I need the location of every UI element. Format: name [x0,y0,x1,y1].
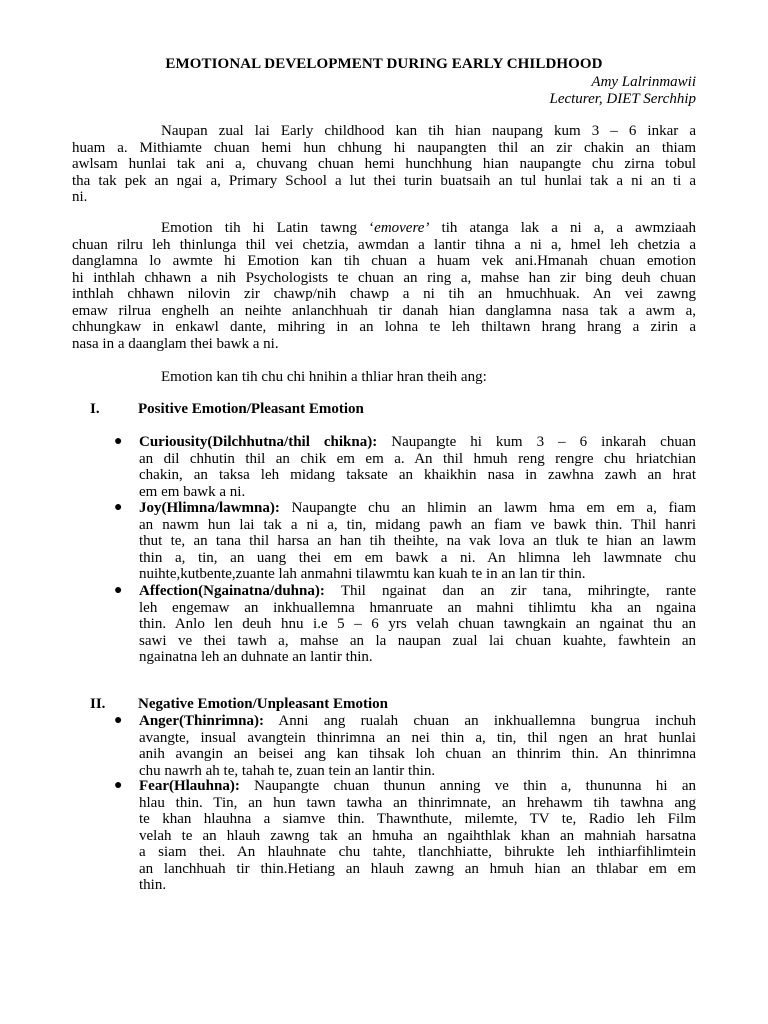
bullet-icon: ● [114,713,123,728]
text-line: an lanchhuah tir thin.Hetiang an hlauh zawng an hmuh hian an thlabar em em [139,860,696,877]
text-line [139,500,696,517]
text-line: an dil chhutin thil an chik em em a. An thil hmuh reng rengre chu hriatchian [139,450,696,467]
text-run: Naupangte chu an hlimin an lawm hma em em a, fiam [279,500,696,516]
text-line: chhungkaw in enkawl dante, mihring in an lohna te leh thiltawn hrang hrang a zirin a [72,319,696,335]
item-label: Curiousity(Dilchhutna/thil chikna): [139,434,378,450]
author-role: Lecturer, DIET Serchhip [549,91,696,107]
text-line: danglamna lo awmte hi Emotion kan tih chuan a huam vek ani.Hmanah chuan emotion [72,253,696,269]
text-run: Naupangte chuan thunun anning ve thin a, thununna hi an [239,778,696,794]
text-line: nasa in a daanglam thei bawk a ni. [72,335,279,352]
text-line: ngainatna leh an duhnate an lantir thin. [139,649,373,665]
section-title: Positive Emotion/Pleasant Emotion [138,401,364,417]
list-item-body [139,500,696,583]
text-run: Anni ang rualah chuan an inkhuallemna bungrua inchuh [264,713,696,729]
paragraph-classification: Emotion kan tih chu chi hnihin a thliar hran theih ang: [161,369,487,385]
text-line: hi inthlah chhawn a nih Psychologists te chuan an ring a, mahse han zir bing deuh chuan [72,269,696,286]
text-run: Thil ngainat dan an zir tana, mihringte, rante [324,583,696,599]
paragraph-emotion-definition [72,220,696,352]
section-title: Negative Emotion/Unpleasant Emotion [138,696,389,712]
paragraph-intro [72,123,696,206]
text-line: thin. [139,877,167,893]
text-run: tih atanga lak a ni a, a awmziaah [429,220,696,236]
document-title: EMOTIONAL DEVELOPMENT DURING EARLY CHILDHOOD [165,56,603,72]
text-line: awlsam hunlai tak ani a, chuvang chuan hemi hunchhung hian naupangte chu zirna tobul [72,156,696,172]
text-line: avangte, insual avangtein thinrimna an nei thin a, tin, thil ngen an hrat hunlai [139,729,696,746]
text-line [139,583,696,600]
list-item-body [139,434,696,500]
text-line: a siam thei. An hlauhnate chu tahte, tlanchhiatte, bihrukte leh inthiarfihlimtein [139,844,696,860]
text-line: huam a. Mithiamte chuan hemi hun chhung hi naupangten thil an zir chakin an thiam [72,139,696,156]
text-line: ni. [72,189,88,205]
text-line: tha tak pek an ngai a, Primary School a lut thei turin buatsaih an tul hunlai tak a ni an ti a [72,172,696,189]
item-label: Fear(Hlauhna): [139,778,240,794]
text-line: chu nawrh ah te, tahah te, zuan tein an lantir thin. [139,762,436,779]
item-label: Anger(Thinrimna): [139,713,264,729]
text-line: anih avangin an beisei ang kan tihsak loh chuan an thinrim thin. An thinrimna [139,746,696,762]
bullet-icon: ● [114,778,123,793]
text-line [139,434,696,451]
text-line: emaw rilrua enghelh an neihte anlanchhuah tir danah hian danglamna nasa tak a awm a, [72,302,696,319]
author-name: Amy Lalrinmawii [591,74,696,90]
text-line [139,713,696,730]
list-item-body [139,583,696,666]
text-line [139,778,696,795]
text-run: Emotion tih hi Latin tawng ‘ [161,220,375,236]
item-label: Affection(Ngainatna/duhna): [139,583,325,599]
text-line [72,220,696,237]
section-number: II. [90,696,106,712]
text-line: Naupan zual lai Early childhood kan tih hian naupang kum 3 – 6 inkar a [161,123,696,139]
italic-term: emovere’ [374,220,430,236]
text-line: chakin, an taksa leh midang taksate an khaikhin nasa in zawhna zawh an hrat [139,467,696,483]
section-heading-positive [90,401,364,418]
text-run: Naupangte hi kum 3 – 6 inkarah chuan [377,434,696,450]
text-line: leh engemaw an inkhuallemna hmanruate an mahni tihlimtu kha an ngaina [139,599,696,616]
text-line: thin. Anlo len deuh hnu i.e 5 – 6 yrs velah chuan tawngkain an ngainat thu an [139,616,696,632]
text-line: te khan hlauhna a siamve thin. Thawnthute, milemte, TV te, Radio leh Film [139,811,696,827]
section-number: I. [90,401,100,417]
section-heading-negative [90,696,388,713]
bullet-icon: ● [114,434,123,449]
text-line: thut te, an tana thil harsa an han tih theihte, na vak lova an tluk te hian an lawm [139,533,696,549]
item-label: Joy(Hlimna/lawmna): [139,500,280,516]
text-line: inthlah chhawn nilovin zir chawp/nih chawp a ni tih an hmuchhuak. An vei zawng [72,286,696,302]
bullet-icon: ● [114,500,123,515]
text-line: chuan rilru leh thinlunga thil vei chetzia, awmdan a lantir tihna a ni a, hmel leh chetzia a [72,236,696,253]
text-line: hlau thin. Tin, an hun tawn tawha an thinrimnate, an hrehawm tih tawhna ang [139,794,696,811]
text-line: em em bawk a ni. [139,483,246,500]
text-line: an nawm hun lai tak a ni a, tin, midang pawh an fiam ve bawk thin. Thil hanri [139,516,696,533]
bullet-icon: ● [114,583,123,598]
text-line: sawi ve thei tawh a, mahse an la naupan zual lai chuan kuahte, fawhtein an [139,632,696,649]
text-line: thin a, tin, an uang thei em em bawk a ni. An hlimna leh lawmnate chu [139,549,696,566]
text-line: velah te an hlauh zawng tak an hmuha an ngaihthlak khan an mahniah harsatna [139,827,696,844]
text-line: nuihte,kutbente,zuante lah anmahni tilawmtu kan kuah te in an lan tir thin. [139,566,586,582]
list-item-body [139,778,696,894]
list-item-body [139,713,696,779]
